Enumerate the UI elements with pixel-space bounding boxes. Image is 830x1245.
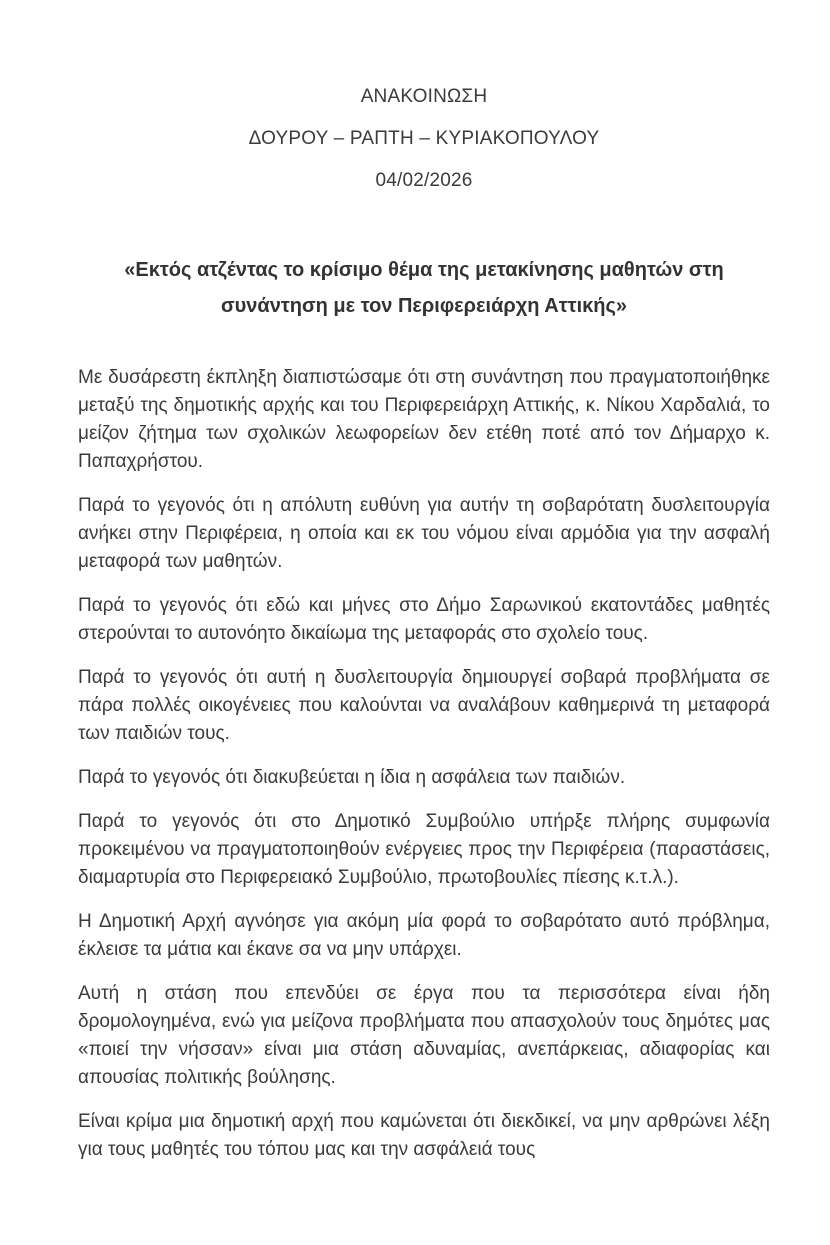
doc-title: «Εκτός ατζέντας το κρίσιμο θέμα της μετακίνησης μαθητών στη συνάντηση με τον Περιφερειάρχη Αττικής» (124, 259, 724, 317)
header-type: ΑΝΑΚΟΙΝΩΣΗ (360, 86, 488, 107)
paragraph-9: Είναι κρίμα μια δημοτική αρχή που καμώνεται ότι διεκδικεί, να μην αρθρώνει λέξη για τους μαθητές του τόπου μας και την ασφάλειά τους (78, 1111, 770, 1160)
doc-header (78, 86, 770, 192)
paragraph-8: Αυτή η στάση που επενδύει σε έργα που τα περισσότερα είναι ήδη δρομολογημένα, ενώ για μείζονα προβλήματα που απασχολούν τους δημότες μας «ποιεί την νήσσαν» είναι μια στάση αδυναμίας, ανεπάρκειας, αδιαφορίας και απουσίας πολιτικής βούλησης. (78, 983, 770, 1088)
paragraph-6: Παρά το γεγονός ότι στο Δημοτικό Συμβούλιο υπήρξε πλήρης συμφωνία προκειμένου να πραγματοποιηθούν ενέργειες προς την Περιφέρεια (παραστάσεις, διαμαρτυρία στο Περιφερειακό Συμβούλιο, πρωτοβουλίες πίεσης κ.τ.λ.). (78, 811, 770, 888)
paragraph-2: Παρά το γεγονός ότι η απόλυτη ευθύνη για αυτήν τη σοβαρότατη δυσλειτουργία ανήκει στην Περιφέρεια, η οποία και εκ του νόμου είναι αρμόδια για την ασφαλή μεταφορά των μαθητών. (78, 495, 770, 572)
header-date: 04/02/2026 (375, 170, 473, 191)
header-names: ΔΟΥΡΟΥ – ΡΑΠΤΗ – ΚΥΡΙΑΚΟΠΟΥΛΟΥ (248, 128, 600, 149)
paragraph-5: Παρά το γεγονός ότι διακυβεύεται η ίδια η ασφάλεια των παιδιών. (78, 767, 626, 788)
paragraph-4: Παρά το γεγονός ότι αυτή η δυσλειτουργία δημιουργεί σοβαρά προβλήματα σε πάρα πολλές οικογένειες που καλούνται να αναλάβουν καθημερινά τη μεταφορά των παιδιών τους. (78, 667, 770, 744)
paragraph-7: Η Δημοτική Αρχή αγνόησε για ακόμη μία φορά το σοβαρότατο αυτό πρόβλημα, έκλεισε τα μάτια και έκανε σα να μην υπάρχει. (78, 911, 770, 960)
paragraph-3: Παρά το γεγονός ότι εδώ και μήνες στο Δήμο Σαρωνικού εκατοντάδες μαθητές στερούνται το αυτονόητο δικαίωμα της μεταφοράς στο σχολείο τους. (78, 595, 770, 644)
paragraph-1: Με δυσάρεστη έκπληξη διαπιστώσαμε ότι στη συνάντηση που πραγματοποιήθηκε μεταξύ της δημοτικής αρχής και του Περιφερειάρχη Αττικής, κ. Νίκου Χαρδαλιά, το μείζον ζήτημα των σχολικών λεωφορείων δεν ετέθη ποτέ από τον Δήμαρχο κ. Παπαχρήστου. (78, 367, 770, 472)
doc-body (78, 364, 770, 1164)
